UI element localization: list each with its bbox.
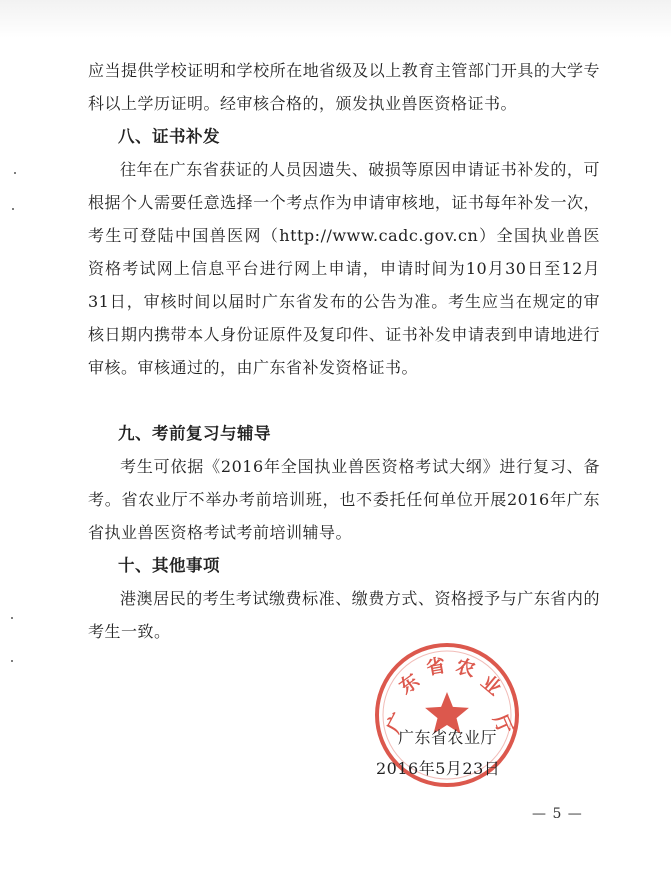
svg-text:农: 农 — [453, 655, 478, 682]
section-heading-8: 八、证书补发 — [118, 127, 220, 146]
section-body-10: 港澳居民的考生考试缴费标准、缴费方式、资格授予与广东省内的考生一致。 — [88, 589, 600, 641]
svg-text:厅: 厅 — [488, 711, 517, 738]
page-number: — 5 — — [532, 806, 583, 822]
svg-text:东: 东 — [395, 669, 424, 699]
section-heading-9: 九、考前复习与辅导 — [118, 424, 271, 443]
signature-organization: 广东省农业厅 — [398, 728, 498, 747]
section-body-9: 考生可依据《2016年全国执业兽医资格考试大纲》进行复习、备考。省农业厅不举办考前培训班，也不委托任何单位开展2016年广东省执业兽医资格考试考前培训辅导。 — [88, 457, 600, 542]
signature-date: 2016年5月23日 — [376, 759, 501, 778]
svg-text:广: 广 — [382, 709, 411, 737]
svg-text:业: 业 — [476, 670, 506, 700]
scan-speck — [11, 617, 13, 619]
paragraph-continued: 应当提供学校证明和学校所在地省级及以上教育主管部门开具的大学专科以上学历证明。经审核合格的，颁发执业兽医资格证书。 — [88, 61, 600, 113]
scan-speck — [11, 660, 13, 662]
svg-text:省: 省 — [424, 654, 448, 680]
scan-speck — [14, 172, 16, 174]
scan-speck — [12, 208, 14, 210]
scan-edge — [0, 0, 671, 38]
section-heading-10: 十、其他事项 — [118, 556, 220, 575]
section-body-8: 往年在广东省获证的人员因遗失、破损等原因申请证书补发的，可根据个人需要任意选择一个考点作为申请审核地，证书每年补发一次，考生可登陆中国兽医网（http://www.cadc.gov.cn）全国执业兽医资格考试网上信息平台进行网上申请，申请时间为10月30日至12月31日，审核时间以届时广东省发布的公告为准。考生应当在规定的审核日期内携带本人身份证原件及复印件、证书补发申请表到申请地进行审核。审核通过的，由广东省补发资格证书。 — [88, 160, 600, 377]
